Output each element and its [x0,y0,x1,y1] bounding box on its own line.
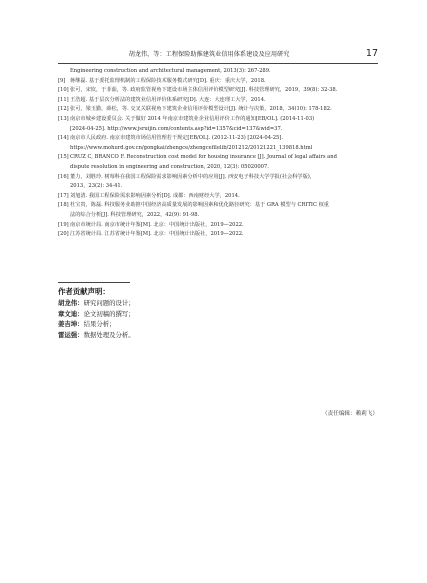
reference-number: [14] [58,135,69,142]
reference-number: [11] [58,96,69,103]
reference-entry [58,221,378,231]
declaration-item [58,298,378,309]
reference-number: [15] [58,154,69,161]
reference-number: [17] [58,192,69,199]
running-header [58,50,378,62]
reference-entry [58,67,378,77]
reference-entry [58,77,378,87]
reference-entry-continuation [58,182,378,192]
reference-text: 南京市城乡建设委员会. 关于做好 2014 年南京市建筑业企业信用评价工作的通知[EB/OL]. (2014-11-03) [70,115,315,122]
declaration-title: 作者贡献声明： [58,287,110,296]
page-number: 17 [365,48,378,59]
reference-list [58,67,378,240]
reference-entry [58,192,378,202]
contributor-role: 数据处理及分析。 [83,330,135,339]
declaration-item [58,309,378,320]
reference-text: [2024-04-25]. http://www.jsruijin.com/contents.asp?id=1357&cid=137&wid=37. [70,125,283,132]
reference-entry-continuation [58,144,378,154]
reference-entry [58,115,378,125]
reference-text: 蒋继磊. 基于委托监理机制的工程保险技术服务模式研究[D]. 重庆：重庆大学，2018. [70,77,266,84]
reference-entry [58,86,378,96]
reference-text: dispute resolution in engineering and construction, 2020, 12(3): 05020007. [70,163,269,170]
contributor-name: 章文迪： [58,309,84,318]
reference-entry [58,201,378,211]
reference-number: [18] [58,202,69,209]
reference-text: 张可，宋钦，于菲茹，等. 政府监管视角下建设市场主体信用评价模型研究[J]. 科技管理研究，2019，39(8): 32-38. [70,87,338,94]
reference-text: 2013，23(2): 34-41. [70,183,123,190]
reference-entry-continuation [58,211,378,221]
reference-text: 刘旭清. 我国工程保险需求影响因素分析[D]. 成都：西南财经大学，2014. [70,192,240,199]
reference-entry-continuation [58,163,378,173]
reference-text: 张可，梁玉勤，薛松，等. 交叉关联视角下建筑企业信用评价模型设计[J]. 统计与决策，2018，34(10): 178-182. [70,106,332,113]
reference-entry [58,173,378,183]
reference-entry [58,96,378,106]
contributor-name: 姜吉坤： [58,320,84,329]
reference-number: [10] [58,87,69,94]
reference-text: 王浩超. 基于层次分析法的建筑业信用评价体系研究[D]. 大连：大连理工大学，2014. [70,96,266,103]
declaration-item [58,319,378,330]
reference-entry [58,153,378,163]
declaration-divider [58,282,130,283]
contributor-name: 胡龙伟： [58,299,84,307]
reference-number: [16] [58,173,69,180]
author-contribution-declaration [58,286,378,340]
reference-text: 法的综合分析[J]. 科技管理研究，2022，42(9): 91-98. [70,211,200,218]
reference-entry [58,134,378,144]
reference-text: https://www.mohurd.gov.cn/gongkai/zhengce/zhengcefilelib/201212/20121221_139818.html [70,144,313,151]
reference-text: 南京市人民政府. 南京市建筑市场信用管理若干规定[EB/OL]. (2012-11-23) [2024-04-25]. [70,135,284,142]
reference-number: [19] [58,221,69,228]
reference-text: 董力，刘胜玲. 树莓科在我国工程保险需求影响因素分析中的应用[J]. 西安电子科技大学学报(社会科学版)， [70,173,316,180]
contributor-role: 论文初稿的撰写； [83,309,135,318]
contributor-name: 雷运强： [58,330,84,339]
reference-entry [58,230,378,240]
header-divider [58,63,378,64]
running-header-title: 胡龙伟，等：工程保险助推建筑业信用体系建设及应用研究 [128,51,290,58]
reference-text: 杜宝贵，陈磊. 科技服务业助推中国经济高质量发展的影响因素和优化路径研究：基于 GRA 模型与 CRITIC 权重 [70,202,329,209]
reference-entry [58,105,378,115]
reference-number: [9] [58,77,66,84]
reference-entry-continuation [58,125,378,135]
reference-text: 南京市统计局. 南京市统计年鉴[M]. 北京：中国统计出版社，2019—2022. [70,221,244,228]
reference-text: CRUZ C, BRANCO F. Reconstruction cost model for housing insurance [J]. Journal of legal affairs and [70,154,337,161]
responsible-editor-note: （责任编辑：赖莉飞） [322,411,378,417]
declaration-item [58,330,378,341]
reference-number: [20] [58,231,69,238]
reference-number: [12] [58,106,69,113]
contributor-role: 结果分析； [83,320,116,329]
reference-number: [13] [58,115,69,122]
reference-text: 江苏省统计局. 江苏省统计年鉴[M]. 北京：中国统计出版社，2019—2022. [70,231,244,238]
reference-text: Engineering construction and architectural management, 2013(3): 267-289. [70,68,271,74]
contributor-role: 研究问题的设计； [83,299,135,307]
